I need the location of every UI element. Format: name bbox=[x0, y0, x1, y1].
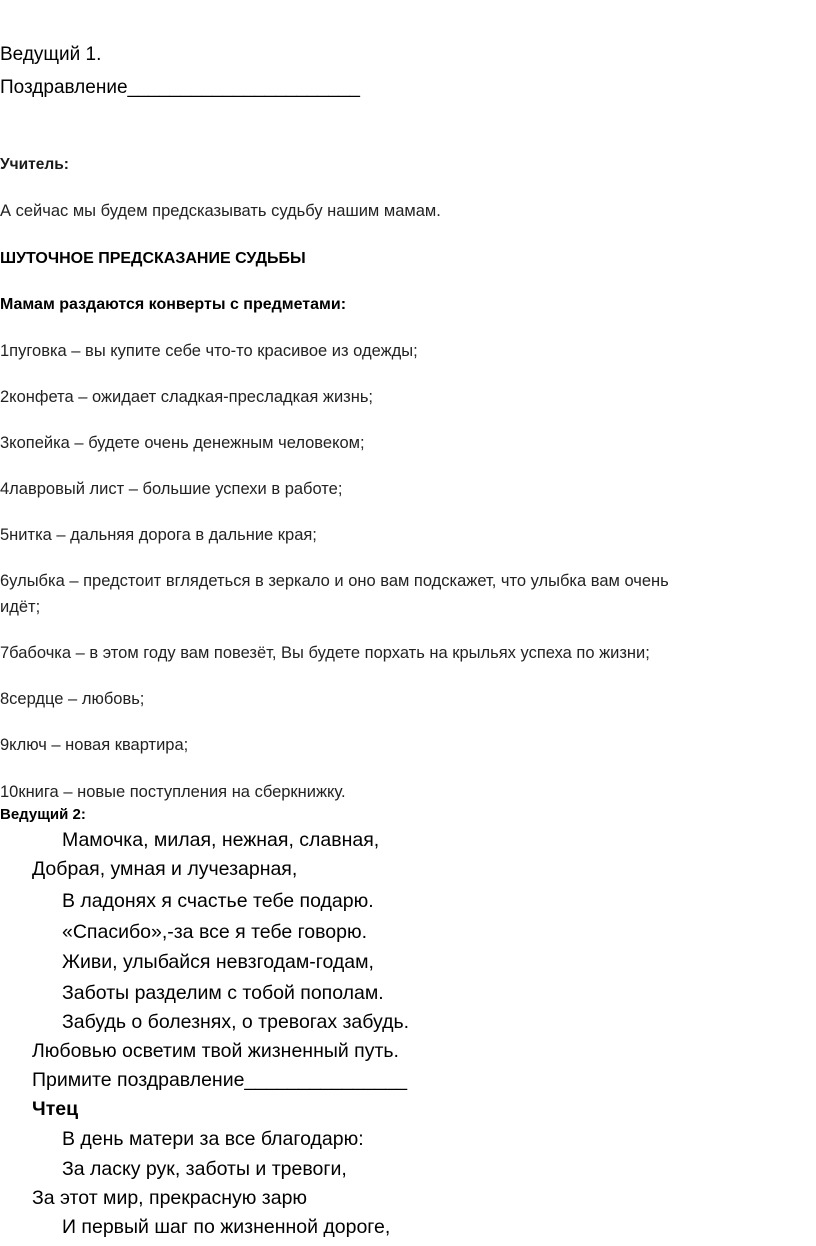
list-item: 3копейка – будете очень денежным человеком; bbox=[0, 434, 365, 452]
list-item: 6улыбка – предстоит вглядеться в зеркало и оно вам подскажет, что улыбка вам очень bbox=[0, 572, 669, 590]
teacher-intro: А сейчас мы будем предсказывать судьбу нашим мамам. bbox=[0, 202, 441, 220]
host2-label: Ведущий 2: bbox=[0, 806, 86, 823]
list-item-continuation: идёт; bbox=[0, 598, 41, 616]
poem-line: Любовью осветим твой жизненный путь. bbox=[32, 1040, 399, 1062]
poem-line: И первый шаг по жизненной дороге, bbox=[62, 1216, 391, 1238]
teacher-label: Учитель: bbox=[0, 156, 69, 173]
poem-line: За ласку рук, заботы и тревоги, bbox=[62, 1158, 347, 1180]
section-subtitle: Мамам раздаются конверты с предметами: bbox=[0, 296, 347, 313]
poem-line: Добрая, умная и лучезарная, bbox=[32, 858, 298, 880]
list-item: 7бабочка – в этом году вам повезёт, Вы будете порхать на крыльях успеха по жизни; bbox=[0, 644, 650, 662]
list-item: 5нитка – дальняя дорога в дальние края; bbox=[0, 526, 317, 544]
list-item: 10книга – новые поступления на сберкнижку. bbox=[0, 783, 346, 801]
host1-label: Ведущий 1. bbox=[0, 44, 102, 65]
poem-congrats-line: Примите поздравление_______________ bbox=[32, 1069, 408, 1091]
poem-line: Живи, улыбайся невзгодам-годам, bbox=[62, 951, 374, 973]
list-item: 2конфета – ожидает сладкая-пресладкая жизнь; bbox=[0, 388, 374, 406]
congratulation-line: Поздравление______________________ bbox=[0, 77, 360, 98]
poem-line: За этот мир, прекрасную зарю bbox=[32, 1187, 308, 1209]
poem-line: Заботы разделим с тобой пополам. bbox=[62, 982, 384, 1004]
poem-line: Мамочка, милая, нежная, славная, bbox=[62, 829, 380, 851]
list-item: 8сердце – любовь; bbox=[0, 690, 145, 708]
list-item: 4лавровый лист – большие успехи в работе; bbox=[0, 480, 343, 498]
poem-line: «Спасибо»,-за все я тебе говорю. bbox=[62, 921, 368, 943]
section-title: ШУТОЧНОЕ ПРЕДСКАЗАНИЕ СУДЬБЫ bbox=[0, 250, 306, 267]
list-item: 9ключ – новая квартира; bbox=[0, 736, 189, 754]
poem-line: В день матери за все благодарю: bbox=[62, 1128, 364, 1150]
list-item: 1пуговка – вы купите себе что-то красивое из одежды; bbox=[0, 342, 418, 360]
poem-line: Забудь о болезнях, о тревогах забудь. bbox=[62, 1011, 410, 1033]
reader-label: Чтец bbox=[32, 1098, 79, 1120]
poem-line: В ладонях я счастье тебе подарю. bbox=[62, 890, 374, 912]
